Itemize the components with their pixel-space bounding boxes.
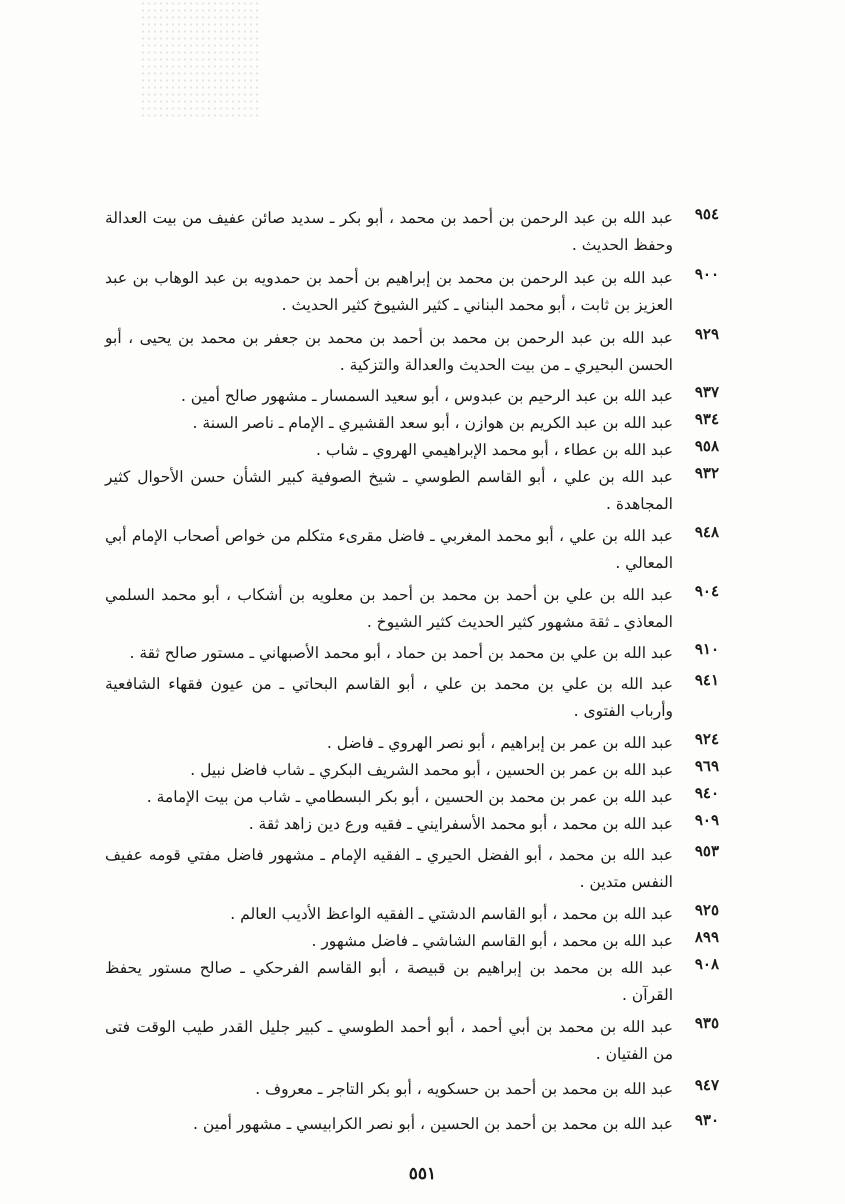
entry-text: عبد الله بن علي ، أبو القاسم الطوسي ـ شيخ الصوفية كبير الشأن حسن الأحوال كثير المجاهدة . <box>105 468 673 513</box>
entry-number: ٩٣٢ <box>694 464 719 482</box>
list-item <box>105 265 717 319</box>
entry-number: ٩٣٥ <box>694 1014 719 1032</box>
entry-text: عبد الله بن محمد بن أحمد بن الحسين ، أبو نصر الكرابيسي ـ مشهور أمين . <box>193 1115 673 1133</box>
list-item <box>105 928 717 955</box>
entry-text: عبد الله بن عمر بن الحسين ، أبو محمد الشريف البكري ـ شاب فاضل نبيل . <box>190 761 673 779</box>
entry-number: ٩٢٩ <box>694 325 719 343</box>
entry-text: عبد الله بن عمر بن محمد بن الحسين ، أبو بكر البسطامي ـ شاب من بيت الإمامة . <box>146 788 673 806</box>
entry-text: عبد الله بن محمد ، أبو القاسم الشاشي ـ فاضل مشهور . <box>311 932 673 950</box>
list-item <box>105 640 717 667</box>
entry-number: ٩٢٤ <box>694 730 719 748</box>
entry-number: ٩٤٠ <box>694 784 719 802</box>
entry-text: عبد الله بن علي ، أبو محمد المغربي ـ فاضل مقرىء متكلم من خواص أصحاب الإمام أبي المعالي . <box>105 527 673 572</box>
list-item <box>105 730 717 757</box>
entry-text: عبد الله بن محمد بن إبراهيم بن قبيصة ، أبو القاسم الفرحكي ـ صالح مستور يحفظ القرآن . <box>105 959 673 1004</box>
list-item <box>105 955 717 1009</box>
entry-number: ٩٥٨ <box>694 437 719 455</box>
entry-number: ٩٣٧ <box>694 383 719 401</box>
entry-number: ٩٣٤ <box>694 410 719 428</box>
entry-number: ٩٤٨ <box>694 523 719 541</box>
list-item <box>105 325 717 379</box>
scan-smudge <box>140 0 260 120</box>
list-item <box>105 1076 717 1103</box>
entry-number: ٩٥٣ <box>694 842 719 860</box>
list-item <box>105 671 717 725</box>
entry-number: ٩٢٥ <box>694 901 719 919</box>
entry-text: عبد الله بن محمد ، أبو القاسم الدشتي ـ الفقيه الواعظ الأديب العالم . <box>230 905 673 923</box>
list-item <box>105 1014 717 1068</box>
list-item <box>105 811 717 838</box>
entry-number: ٩٠٨ <box>694 955 719 973</box>
list-item <box>105 523 717 577</box>
entry-text: عبد الله بن عبد الرحمن بن أحمد بن محمد ، أبو بكر ـ سديد صائن عفيف من بيت العدالة وحفظ الحديث . <box>105 209 673 254</box>
list-item <box>105 901 717 928</box>
list-item <box>105 582 717 636</box>
list-item <box>105 1111 717 1138</box>
list-item <box>105 757 717 784</box>
list-item <box>105 410 717 437</box>
entry-list <box>105 205 717 1138</box>
entry-text: عبد الله بن محمد بن أحمد بن حسكويه ، أبو بكر التاجر ـ معروف . <box>255 1080 673 1098</box>
entry-text: عبد الله بن عمر بن إبراهيم ، أبو نصر الهروي ـ فاضل . <box>326 734 673 752</box>
entry-number: ٩٥٤ <box>694 205 719 223</box>
entry-number: ٩١٠ <box>694 640 719 658</box>
entry-text: عبد الله بن عبد الكريم بن هوازن ، أبو سعد القشيري ـ الإمام ـ ناصر السنة . <box>192 414 673 432</box>
entry-text: عبد الله بن محمد ، أبو محمد الأسفرايني ـ فقيه ورع دين زاهد ثقة . <box>248 815 673 833</box>
entry-text: عبد الله بن محمد بن أبي أحمد ، أبو أحمد الطوسي ـ كبير جليل القدر طيب الوقت فتى من الفتيان . <box>105 1018 673 1063</box>
list-item <box>105 437 717 464</box>
list-item <box>105 464 717 518</box>
entry-number: ٩٦٩ <box>694 757 719 775</box>
list-item <box>105 842 717 896</box>
entry-text: عبد الله بن علي بن أحمد بن محمد بن أحمد بن معلويه بن أشكاب ، أبو محمد السلمي المعاذي ـ ثقة مشهور كثير الحديث كثير الشيوخ . <box>105 586 673 631</box>
list-item <box>105 784 717 811</box>
entry-number: ٩٠٠ <box>694 265 719 283</box>
entry-text: عبد الله بن عطاء ، أبو محمد الإبراهيمي الهروي ـ شاب . <box>315 441 673 459</box>
entry-text: عبد الله بن عبد الرحيم بن عبدوس ، أبو سعيد السمسار ـ مشهور صالح أمين . <box>180 387 673 405</box>
entry-number: ٩٠٩ <box>694 811 719 829</box>
entry-number: ٩٤١ <box>694 671 719 689</box>
entry-number: ٩٣٠ <box>694 1111 719 1129</box>
list-item <box>105 205 717 259</box>
entry-number: ٨٩٩ <box>694 928 719 946</box>
entry-text: عبد الله بن محمد ، أبو الفضل الحيري ـ الفقيه الإمام ـ مشهور فاضل مفتي قومه عفيف النفس متدين . <box>105 846 673 891</box>
list-item <box>105 383 717 410</box>
entry-text: عبد الله بن علي بن محمد بن أحمد بن حماد ، أبو محمد الأصبهاني ـ مستور صالح ثقة . <box>129 644 673 662</box>
entry-number: ٩٤٧ <box>694 1076 719 1094</box>
entry-number: ٩٠٤ <box>694 582 719 600</box>
entry-text: عبد الله بن عبد الرحمن بن محمد بن إبراهيم بن أحمد بن حمدويه بن عبد الوهاب بن عبد العزيز بن ثابت ، أبو محمد البناني ـ كثير الشيوخ كثير الحديث . <box>105 269 673 314</box>
page-number: ٥٥١ <box>408 1164 437 1184</box>
entry-text: عبد الله بن عبد الرحمن بن محمد بن أحمد بن محمد بن جعفر بن محمد بن يحيى ، أبو الحسن البحيري ـ من بيت الحديث والعدالة والتزكية . <box>105 329 673 374</box>
entry-text: عبد الله بن علي بن محمد بن علي ، أبو القاسم البحاتي ـ من عيون فقهاء الشافعية وأرباب الفتوى . <box>105 675 673 720</box>
